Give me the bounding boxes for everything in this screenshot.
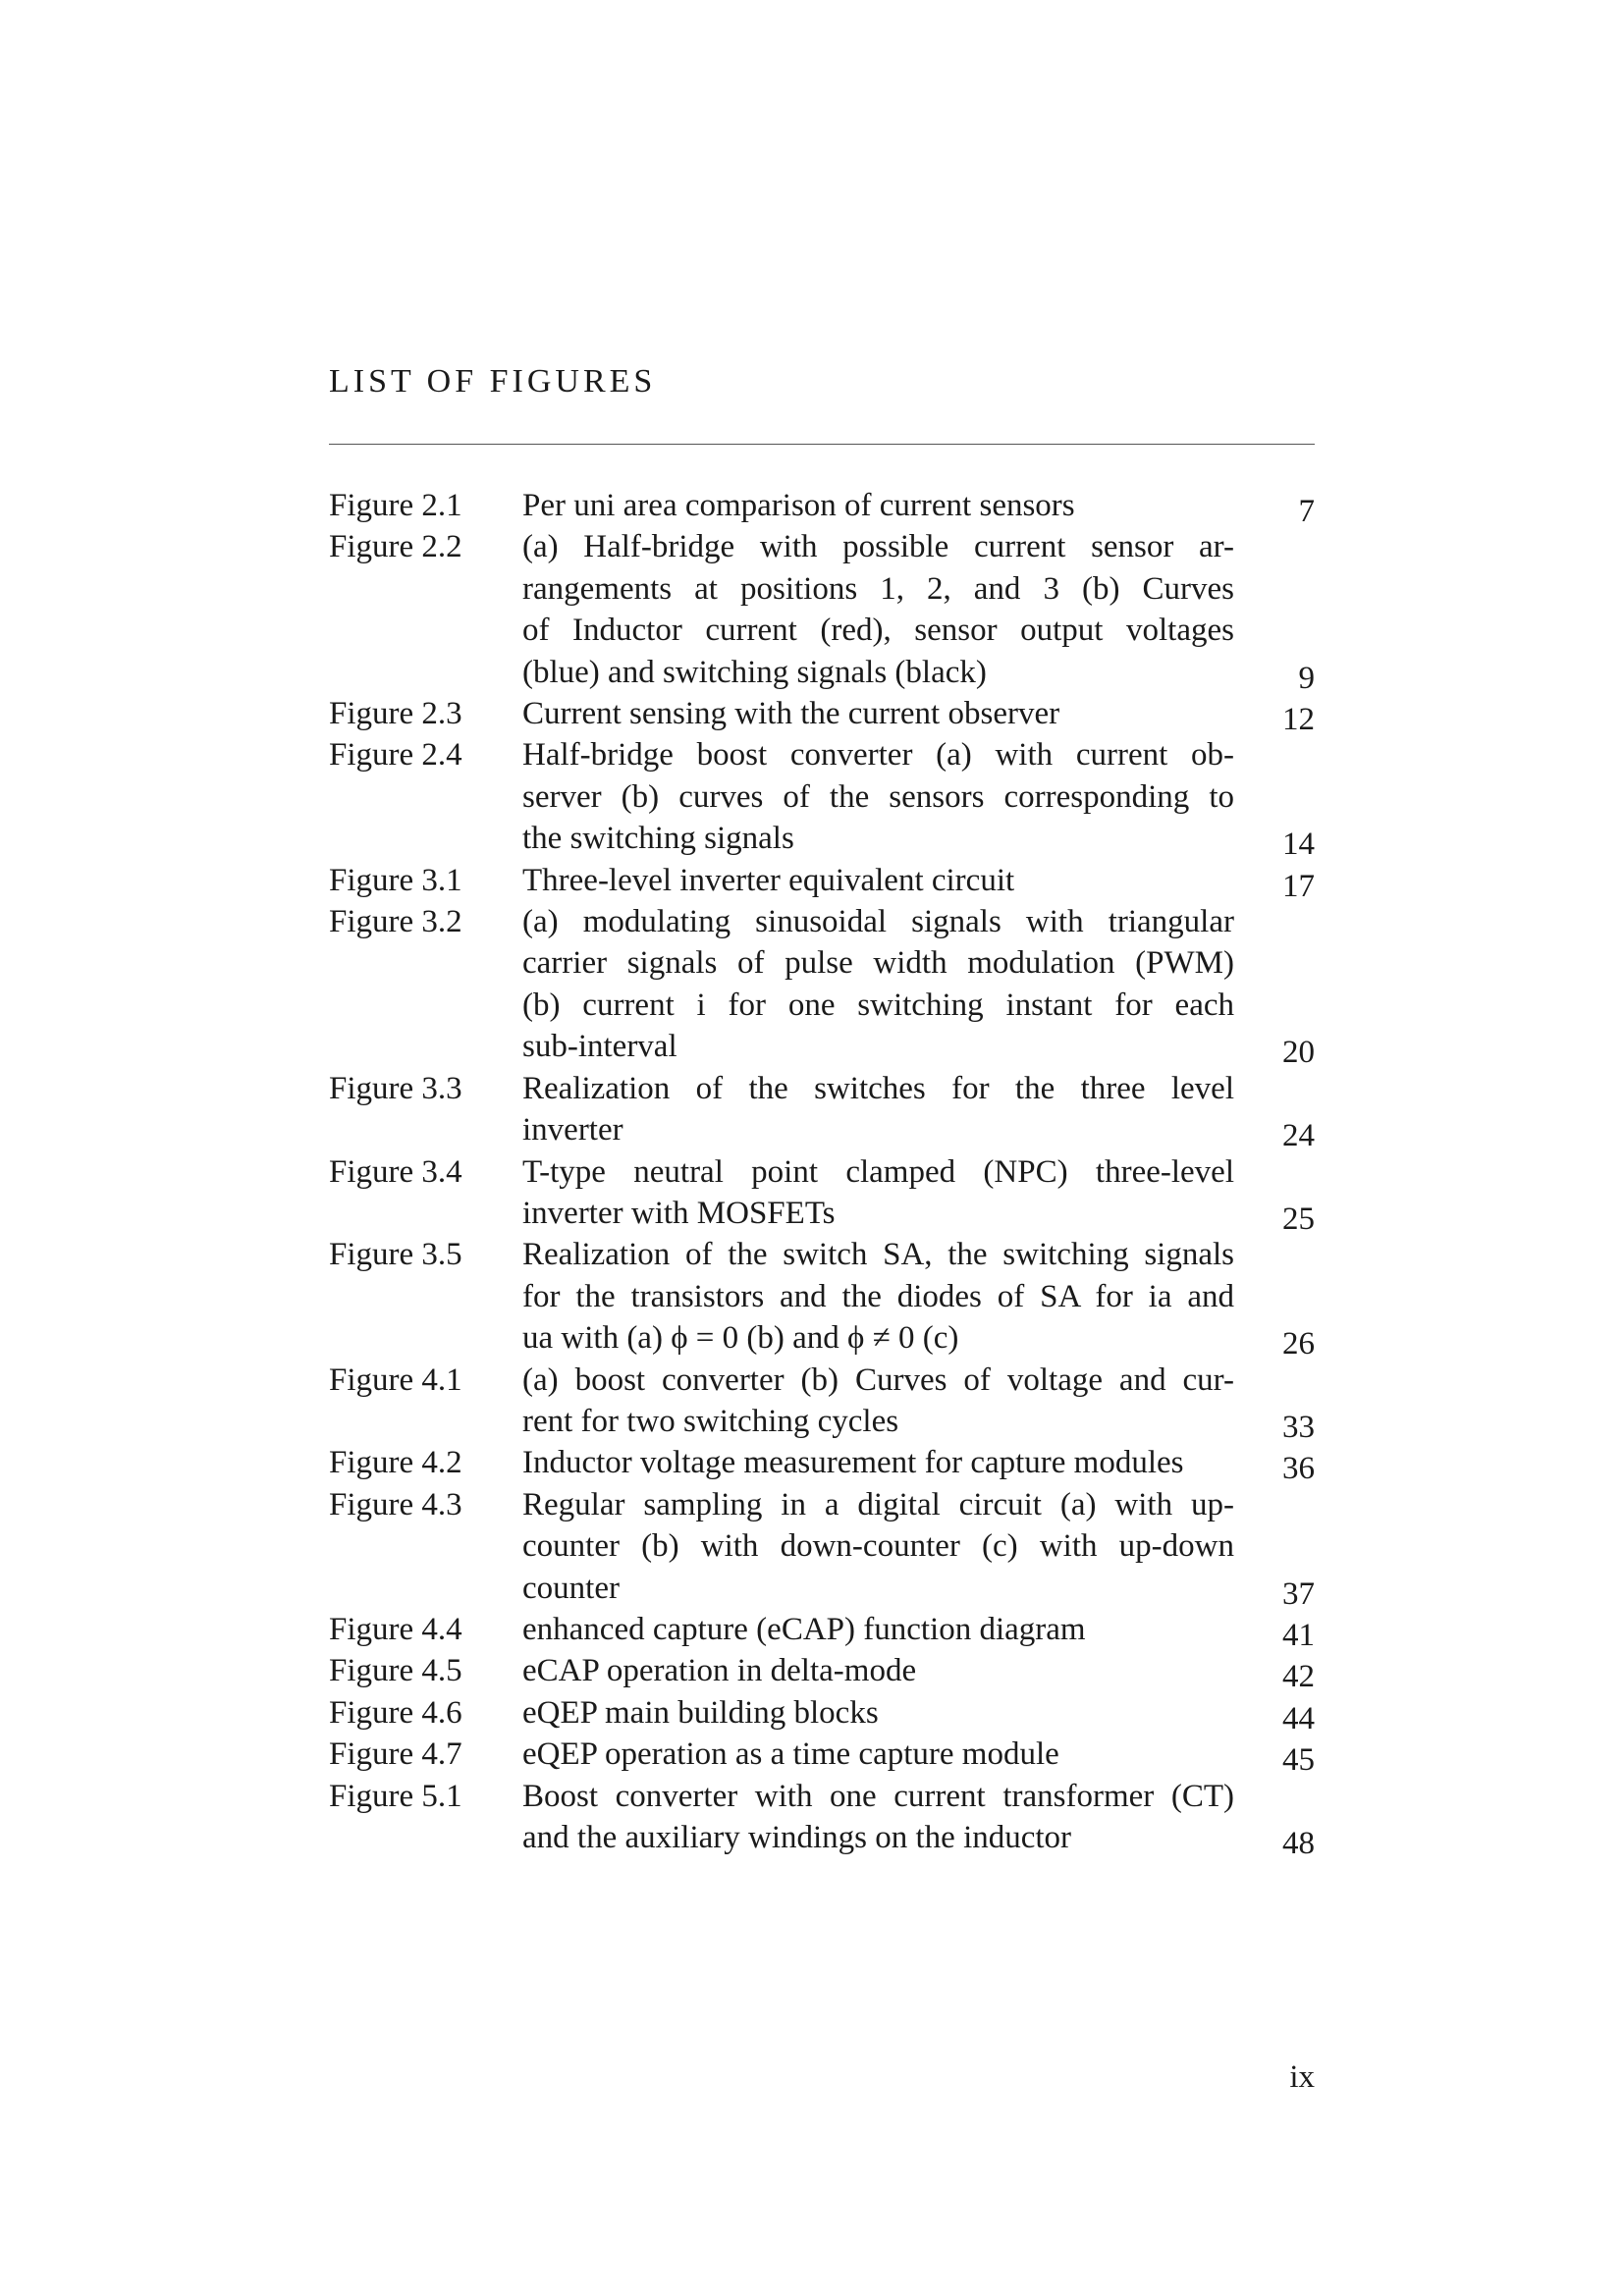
figure-label: Figure 2.2 bbox=[329, 529, 462, 565]
figure-caption bbox=[522, 1068, 1234, 1151]
figure-entry[interactable] bbox=[329, 1360, 1315, 1443]
figure-page-number: 36 bbox=[1282, 1451, 1315, 1487]
figure-entry[interactable] bbox=[329, 860, 1315, 904]
caption-line: inverter bbox=[522, 1112, 623, 1148]
caption-line: Regular sampling in a digital circuit (a) with up- bbox=[522, 1486, 1234, 1522]
figure-caption bbox=[522, 734, 1234, 859]
figure-caption bbox=[522, 1442, 1234, 1483]
figure-caption bbox=[522, 1692, 1234, 1734]
figure-page-number: 17 bbox=[1282, 868, 1315, 904]
figure-entry[interactable] bbox=[329, 1151, 1315, 1235]
figure-caption bbox=[522, 693, 1234, 734]
caption-line: (a) boost converter (b) Curves of voltage and cur- bbox=[522, 1362, 1234, 1398]
figure-entry[interactable] bbox=[329, 1234, 1315, 1362]
caption-line: enhanced capture (eCAP) function diagram bbox=[522, 1611, 1086, 1647]
figure-entry[interactable] bbox=[329, 1442, 1315, 1487]
caption-line: eCAP operation in delta-mode bbox=[522, 1653, 917, 1689]
caption-line: Boost converter with one current transformer (CT) bbox=[522, 1778, 1234, 1814]
figure-entry[interactable] bbox=[329, 1776, 1315, 1859]
figure-page-number: 12 bbox=[1282, 702, 1315, 738]
figure-page-number: 14 bbox=[1282, 827, 1315, 863]
figure-entry[interactable] bbox=[329, 693, 1315, 738]
figure-page-number: 41 bbox=[1282, 1617, 1315, 1653]
figure-label: Figure 3.3 bbox=[329, 1070, 462, 1106]
figure-caption bbox=[522, 526, 1234, 693]
caption-line: and the auxiliary windings on the inductor bbox=[522, 1820, 1072, 1855]
page-number: ix bbox=[1289, 2059, 1315, 2095]
figure-entry[interactable] bbox=[329, 1484, 1315, 1612]
figure-entry[interactable] bbox=[329, 1650, 1315, 1695]
figure-page-number: 45 bbox=[1282, 1742, 1315, 1779]
figure-page-number: 25 bbox=[1282, 1201, 1315, 1237]
heading-rule bbox=[329, 444, 1315, 445]
figure-caption bbox=[522, 901, 1234, 1068]
caption-line: Inductor voltage measurement for capture modules bbox=[522, 1445, 1184, 1481]
caption-line: sub-interval bbox=[522, 1029, 677, 1065]
figure-label: Figure 3.4 bbox=[329, 1153, 462, 1190]
figure-label: Figure 5.1 bbox=[329, 1778, 462, 1814]
caption-line: inverter with MOSFETs bbox=[522, 1195, 836, 1231]
caption-line: for the transistors and the diodes of SA for ia and bbox=[522, 1278, 1234, 1314]
figure-label: Figure 2.3 bbox=[329, 696, 462, 732]
figure-entry[interactable] bbox=[329, 734, 1315, 863]
figure-label: Figure 4.4 bbox=[329, 1611, 462, 1647]
caption-line: (b) current i for one switching instant for each bbox=[522, 987, 1234, 1023]
figure-entry[interactable] bbox=[329, 1068, 1315, 1154]
figure-caption bbox=[522, 1234, 1234, 1359]
figure-label: Figure 4.7 bbox=[329, 1736, 462, 1773]
figure-entry[interactable] bbox=[329, 526, 1315, 696]
figure-caption bbox=[522, 1734, 1234, 1775]
figure-page-number: 20 bbox=[1282, 1035, 1315, 1071]
figure-page-number: 9 bbox=[1298, 660, 1315, 696]
caption-line: ua with (a) ϕ = 0 (b) and ϕ ≠ 0 (c) bbox=[522, 1320, 959, 1357]
caption-line: (a) Half-bridge with possible current sensor ar- bbox=[522, 529, 1234, 565]
figure-caption bbox=[522, 485, 1234, 526]
figure-caption bbox=[522, 860, 1234, 901]
caption-line: Realization of the switch SA, the switching signals bbox=[522, 1237, 1234, 1273]
figure-page-number: 26 bbox=[1282, 1326, 1315, 1362]
figure-page-number: 7 bbox=[1298, 494, 1315, 529]
caption-line: server (b) curves of the sensors corresponding to bbox=[522, 778, 1234, 815]
figure-label: Figure 2.1 bbox=[329, 488, 462, 523]
caption-line: counter (b) with down-counter (c) with up-down bbox=[522, 1528, 1234, 1565]
figure-caption bbox=[522, 1151, 1234, 1235]
figure-caption bbox=[522, 1776, 1234, 1859]
figure-label: Figure 4.2 bbox=[329, 1445, 462, 1481]
figure-page-number: 33 bbox=[1282, 1409, 1315, 1445]
figure-entry[interactable] bbox=[329, 485, 1315, 529]
caption-line: Realization of the switches for the three level bbox=[522, 1070, 1234, 1106]
figure-caption bbox=[522, 1650, 1234, 1691]
caption-line: rent for two switching cycles bbox=[522, 1403, 899, 1439]
figure-page-number: 24 bbox=[1282, 1118, 1315, 1154]
caption-line: the switching signals bbox=[522, 821, 794, 857]
figure-caption bbox=[522, 1484, 1234, 1609]
figure-caption bbox=[522, 1360, 1234, 1443]
figure-label: Figure 4.5 bbox=[329, 1653, 462, 1689]
figure-page-number: 44 bbox=[1282, 1700, 1315, 1736]
page-title: LIST OF FIGURES bbox=[329, 363, 657, 400]
figure-entry[interactable] bbox=[329, 1734, 1315, 1779]
figure-entry[interactable] bbox=[329, 1609, 1315, 1653]
caption-line: eQEP main building blocks bbox=[522, 1694, 879, 1731]
caption-line: rangements at positions 1, 2, and 3 (b) Curves bbox=[522, 570, 1234, 607]
caption-line: Three-level inverter equivalent circuit bbox=[522, 862, 1015, 898]
list-of-figures bbox=[329, 485, 1315, 1861]
caption-line: (blue) and switching signals (black) bbox=[522, 654, 987, 690]
figure-label: Figure 2.4 bbox=[329, 737, 462, 774]
figure-caption bbox=[522, 1609, 1234, 1650]
caption-line: carrier signals of pulse width modulation (PWM) bbox=[522, 945, 1234, 982]
caption-line: counter bbox=[522, 1570, 620, 1606]
caption-line: (a) modulating sinusoidal signals with triangular bbox=[522, 904, 1234, 940]
figure-page-number: 48 bbox=[1282, 1826, 1315, 1861]
figure-label: Figure 3.5 bbox=[329, 1237, 462, 1273]
figure-label: Figure 3.1 bbox=[329, 862, 462, 898]
figure-entry[interactable] bbox=[329, 901, 1315, 1071]
caption-line: of Inductor current (red), sensor output voltages bbox=[522, 613, 1234, 649]
caption-line: eQEP operation as a time capture module bbox=[522, 1736, 1059, 1773]
figure-page-number: 42 bbox=[1282, 1659, 1315, 1695]
caption-line: T-type neutral point clamped (NPC) three-level bbox=[522, 1153, 1234, 1190]
caption-line: Current sensing with the current observer bbox=[522, 696, 1060, 732]
caption-line: Per uni area comparison of current sensors bbox=[522, 488, 1075, 523]
figure-label: Figure 4.1 bbox=[329, 1362, 462, 1398]
caption-line: Half-bridge boost converter (a) with current ob- bbox=[522, 737, 1234, 774]
figure-label: Figure 3.2 bbox=[329, 904, 462, 940]
figure-label: Figure 4.6 bbox=[329, 1694, 462, 1731]
figure-entry[interactable] bbox=[329, 1692, 1315, 1734]
figure-label: Figure 4.3 bbox=[329, 1486, 462, 1522]
figure-page-number: 37 bbox=[1282, 1575, 1315, 1612]
